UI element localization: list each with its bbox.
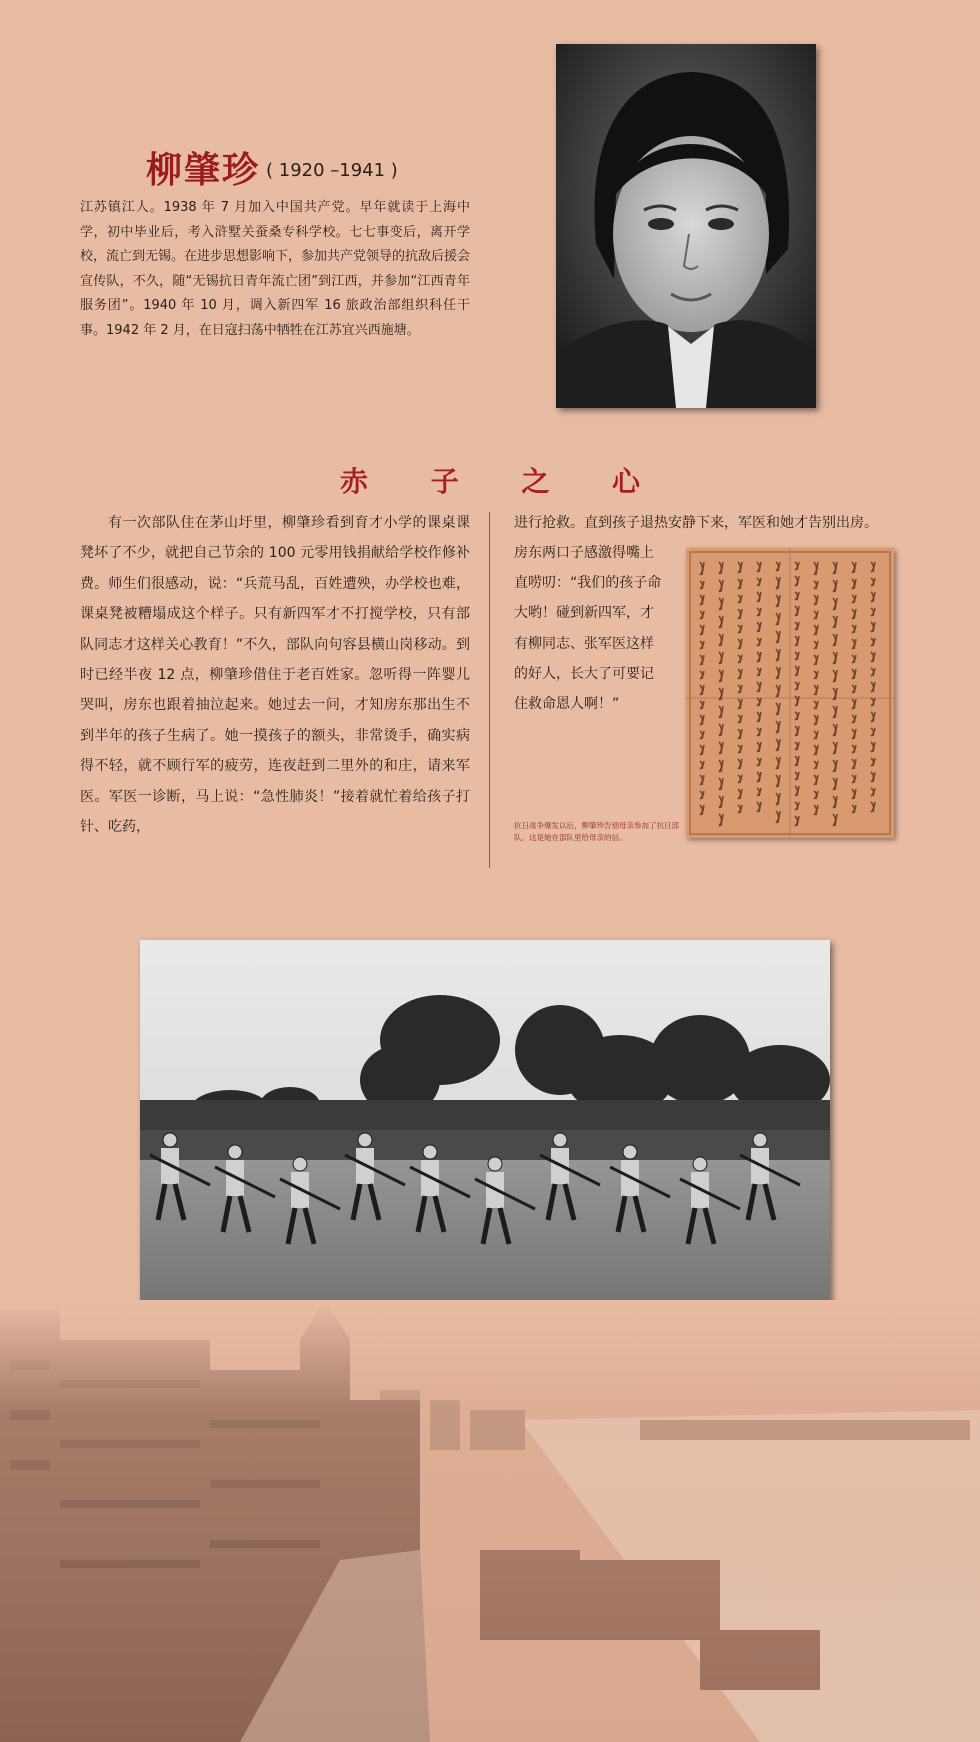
story-text-right-top: 进行抢救。直到孩子退热安静下来，军医和她才告别出房。	[514, 515, 878, 531]
cityscape-image	[0, 1300, 980, 1742]
life-years: ( 1920 –1941 )	[266, 160, 398, 181]
story-text-left: 有一次部队住在茅山圩里，柳肇珍看到育才小学的课桌课凳坏了不少，就把自己节余的 100 元零用钱捐献给学校作修补费。师生们很感动，说：“兵荒马乱，百姓遭殃，办学校也难，课桌凳被糟塌成这个样子。只有新四军才不打搅学校，只有部队同志才这样关心教育！”不久，部队向句容县横山岗移动。到时已经半夜 12 点，柳肇珍借住于老百姓家。忽听得一阵婴儿哭叫，房东也跟着抽泣起来。她过去一问，才知房东那出生不到半年的孩子生病了。她一摸孩子的额头，非常烫手，确实病得不轻，就不顾行军的疲劳，连夜赶到二里外的和庄，请来军医。军医一诊断，马上说：“急性肺炎！”接着就忙着给孩子打针、吃药，	[80, 515, 470, 836]
section-title-char: 赤	[340, 465, 369, 498]
biography-text: 江苏镇江人。1938 年 7 月加入中国共产党。早年就读于上海中学，初中毕业后，考入浒墅关蚕桑专科学校。七七事变后，离开学校，流亡到无锡。在进步思想影响下，参加共产党领导的抗敌后援会宣传队，不久，随“无锡抗日青年流亡团”到江西，并参加“江西青年服务团”。1940 年 10 月，调入新四军 16 旅政治部组织科任干事。1942 年 2 月，在日寇扫荡中牺牲在江苏宜兴西施塘。	[80, 200, 471, 338]
portrait-photo	[556, 44, 816, 408]
section-title	[340, 460, 640, 500]
section-title-char: 子	[430, 465, 459, 498]
column-divider	[489, 512, 490, 868]
bund-cityscape-background	[0, 1300, 980, 1742]
handwritten-letter-photo	[686, 548, 894, 838]
letter-caption: 抗日战争爆发以后，柳肇珍告别母亲参加了抗日部队。这是她在部队里给母亲的信。	[514, 821, 679, 842]
group-training-photo	[140, 940, 830, 1335]
section-title-char: 心	[611, 465, 640, 498]
section-title-char: 之	[521, 465, 550, 498]
story-text-right: 房东两口子感激得嘴上直唠叨：“我们的孩子命大哟！碰到新四军，才有柳同志、张军医这样的好人，长大了可要记住救命恩人啊！”	[514, 545, 662, 713]
portrait-image	[556, 44, 816, 408]
person-name: 柳肇珍	[146, 149, 261, 191]
training-photo-image	[140, 940, 830, 1335]
letter-image	[686, 548, 894, 838]
